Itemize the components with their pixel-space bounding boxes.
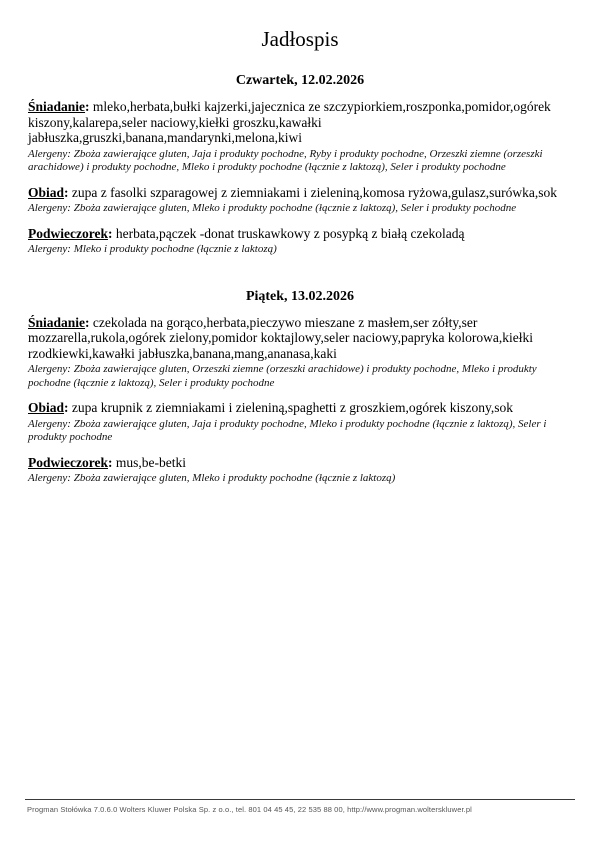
day-section-czwartek — [28, 73, 572, 257]
allergens-text: Mleko i produkty pochodne (łącznie z laktozą) — [73, 243, 277, 255]
meal-label-colon: : — [85, 99, 90, 114]
allergens-text: Zboża zawierające gluten, Jaja i produkty pochodne, Ryby i produkty pochodne, Orzeszki ziemne (orzeszki arachidowe) i produkty pochodne, Mleko i produkty pochodne (łącznie z laktozą), Seler i produkty pochodne — [28, 147, 543, 173]
allergens-label: Alergeny: — [28, 147, 71, 160]
allergens-text: Zboża zawierające gluten, Orzeszki ziemne (orzeszki arachidowe) i produkty pochodne, Mleko i produkty pochodne (łącznie z laktozą), Seler i produkty pochodne — [28, 363, 537, 389]
meal-label-colon: : — [107, 225, 113, 241]
meal-block-podwieczorek — [28, 455, 572, 486]
meal-label-colon: : — [107, 454, 113, 470]
meal-label-obiad: Obiad: — [28, 184, 69, 200]
allergens-line — [28, 148, 572, 175]
meal-label-podwieczorek: Podwieczorek: — [28, 225, 113, 241]
allergens-label: Alergeny: — [28, 243, 71, 255]
meal-block-obiad — [28, 400, 572, 445]
meal-label-sniadanie: Śniadanie: — [28, 99, 90, 114]
allergens-label: Alergeny: — [28, 472, 71, 484]
meal-line — [28, 315, 572, 362]
meal-line — [28, 185, 572, 201]
allergens-label: Alergeny: — [28, 202, 71, 214]
day-header-piatek: Piątek, 13.02.2026 — [245, 288, 355, 304]
allergens-line — [28, 472, 572, 486]
meal-label-podwieczorek: Podwieczorek: — [28, 454, 113, 470]
allergens-text: Zboża zawierające gluten, Mleko i produkty pochodne (łącznie z laktozą), Seler i produkty pochodne — [73, 202, 517, 214]
meal-block-podwieczorek — [28, 226, 572, 257]
allergens-line — [28, 363, 572, 390]
day-header-czwartek: Czwartek, 12.02.2026 — [235, 73, 365, 88]
day-section-piatek — [28, 289, 572, 486]
meal-items: czekolada na gorąco,herbata,pieczywo mieszane z masłem,ser zółty,ser mozzarella,rukola,ogórek zielony,pomidor koktajlowy,seler naciowy,papryka kolorowa,kiełki rzodkiewki,kawałki jabłuszka,banana,mang,ananasa,kaki — [28, 314, 533, 361]
meal-items: mus,be-betki — [115, 454, 186, 470]
allergens-label: Alergeny: — [28, 363, 71, 375]
page-footer — [25, 799, 575, 814]
meal-items: mleko,herbata,bułki kajzerki,jajecznica ze szczypiorkiem,roszponka,pomidor,ogórek kiszony,kalarepa,seler naciowy,kiełki groszku,kawałki jabłuszka,gruszki,banana,mandarynki,melona,kiwi — [28, 99, 551, 145]
allergens-line — [28, 418, 572, 445]
meal-line — [28, 226, 572, 242]
meal-line — [28, 455, 572, 471]
footer-text: Progman Stołówka 7.0.6.0 Wolters Kluwer Polska Sp. z o.o., tel. 801 04 45 45, 22 535 88 00, http://www.progman.wolterskluwer.pl — [27, 805, 472, 814]
allergens-label: Alergeny: — [28, 417, 71, 430]
meal-items: zupa krupnik z ziemniakami i zieleniną,spaghetti z groszkiem,ogórek kiszony,sok — [71, 400, 514, 415]
meal-items: herbata,pączek -donat truskawkowy z posypką z białą czekoladą — [115, 225, 465, 241]
allergens-line — [28, 243, 572, 257]
meal-block-sniadanie — [28, 99, 572, 175]
meal-label-sniadanie: Śniadanie: — [28, 314, 90, 330]
meal-line — [28, 99, 572, 146]
allergens-line — [28, 202, 572, 216]
meal-label-obiad: Obiad: — [28, 400, 69, 415]
meal-label-colon: : — [85, 314, 90, 330]
meal-line — [28, 400, 572, 416]
footer-divider — [25, 799, 575, 800]
meal-label-colon: : — [64, 184, 69, 200]
meal-items: zupa z fasolki szparagowej z ziemniakami i zieleniną,komosa ryżowa,gulasz,surówka,sok — [71, 184, 557, 200]
allergens-text: Zboża zawierające gluten, Jaja i produkty pochodne, Mleko i produkty pochodne (łącznie z laktozą), Seler i produkty pochodne — [28, 417, 547, 443]
allergens-text: Zboża zawierające gluten, Mleko i produkty pochodne (łącznie z laktozą) — [73, 472, 396, 484]
meal-block-obiad — [28, 185, 572, 216]
meal-label-colon: : — [64, 400, 69, 415]
page-title: Jadłospis — [261, 27, 339, 51]
meal-block-sniadanie — [28, 315, 572, 391]
